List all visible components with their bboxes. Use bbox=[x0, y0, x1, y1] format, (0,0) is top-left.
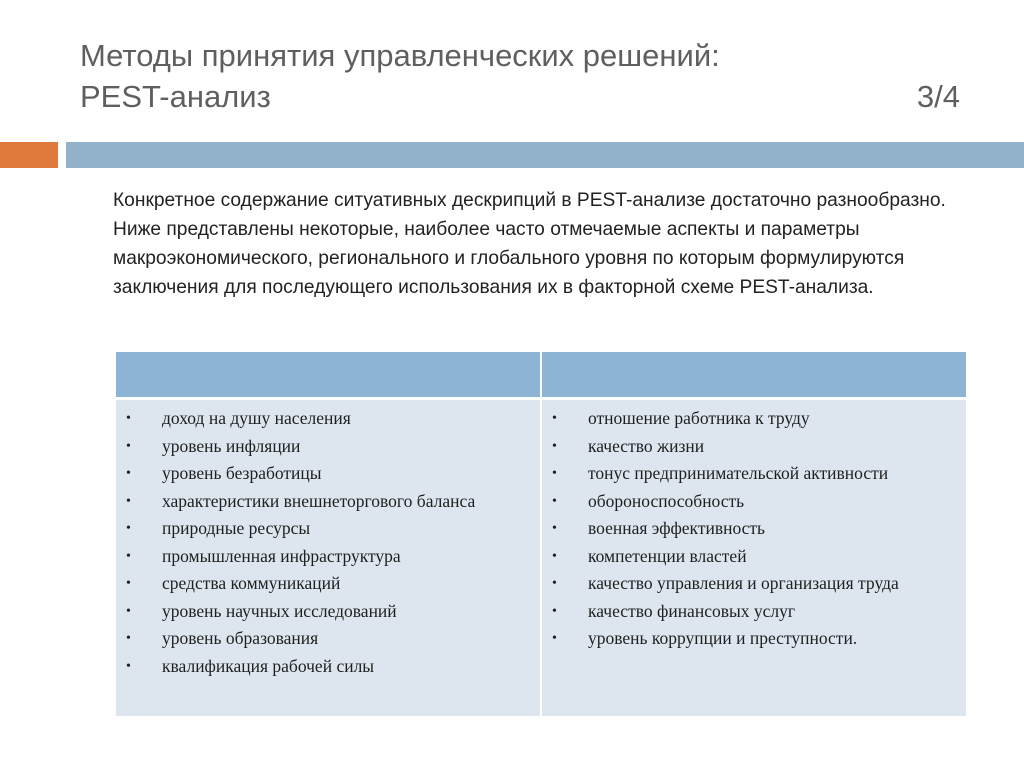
bullet-icon: • bbox=[552, 603, 557, 619]
table-header-cell-right bbox=[542, 352, 966, 397]
list-item-text: отношение работника к труду bbox=[588, 408, 810, 428]
list-item-text: качество жизни bbox=[588, 435, 705, 456]
list-item bbox=[546, 625, 958, 653]
list-item-text: обороноспособность bbox=[588, 490, 745, 511]
title-line-1: Методы принятия управленческих решений: bbox=[80, 38, 720, 73]
right-factor-list bbox=[542, 405, 966, 653]
list-item bbox=[120, 405, 532, 433]
list-item bbox=[546, 598, 958, 626]
accent-bar-blue bbox=[66, 142, 1024, 168]
list-item bbox=[546, 433, 958, 461]
list-item-text: качество управления и организация труда bbox=[588, 573, 899, 593]
list-item bbox=[546, 543, 958, 571]
list-item-text: тонус предпринимательской активности bbox=[588, 463, 889, 483]
list-item-text: уровень научных исследований bbox=[162, 600, 397, 621]
bullet-icon: • bbox=[126, 466, 131, 481]
accent-bar-orange bbox=[0, 142, 58, 168]
bullet-icon: • bbox=[552, 466, 557, 481]
list-item bbox=[120, 625, 532, 653]
list-item-text: доход на душу населения bbox=[162, 408, 351, 428]
table-header-cell-left bbox=[116, 352, 542, 397]
bullet-icon: • bbox=[126, 576, 131, 591]
bullet-icon: • bbox=[126, 658, 131, 674]
title-subject: PEST-анализ bbox=[80, 79, 271, 114]
list-item bbox=[120, 653, 532, 681]
list-item-text: качество финансовых услуг bbox=[588, 600, 796, 621]
list-item-text: природные ресурсы bbox=[162, 518, 311, 538]
list-item bbox=[546, 488, 958, 516]
bullet-icon: • bbox=[552, 521, 557, 536]
bullet-icon: • bbox=[126, 493, 131, 509]
bullet-icon: • bbox=[552, 631, 557, 646]
list-item bbox=[120, 570, 532, 598]
list-item bbox=[120, 488, 532, 516]
table-cell-right bbox=[542, 397, 966, 716]
list-item-text: характеристики внешнеторгового баланса bbox=[162, 490, 476, 511]
list-item-text: уровень коррупции и преступности. bbox=[588, 628, 858, 648]
bullet-icon: • bbox=[552, 493, 557, 509]
list-item bbox=[546, 570, 958, 598]
bullet-icon: • bbox=[126, 411, 131, 426]
title-line-2 bbox=[80, 76, 960, 117]
slide-number: 3/4 bbox=[916, 79, 960, 114]
slide-title bbox=[80, 35, 960, 117]
pest-factors-table bbox=[116, 352, 966, 716]
bullet-icon: • bbox=[552, 548, 557, 564]
list-item-text: средства коммуникаций bbox=[162, 573, 341, 593]
list-item bbox=[120, 543, 532, 571]
bullet-icon: • bbox=[552, 576, 557, 591]
list-item bbox=[546, 405, 958, 433]
list-item bbox=[546, 460, 958, 488]
list-item-text: уровень образования bbox=[162, 628, 319, 648]
bullet-icon: • bbox=[126, 631, 131, 646]
table-cell-left bbox=[116, 397, 542, 716]
bullet-icon: • bbox=[552, 438, 557, 454]
list-item bbox=[120, 515, 532, 543]
table-body-row bbox=[116, 397, 966, 716]
left-factor-list bbox=[116, 405, 540, 680]
list-item-text: квалификация рабочей силы bbox=[162, 655, 375, 676]
list-item-text: уровень безработицы bbox=[162, 463, 322, 483]
list-item bbox=[120, 460, 532, 488]
bullet-icon: • bbox=[126, 521, 131, 536]
bullet-icon: • bbox=[126, 548, 131, 564]
list-item bbox=[546, 515, 958, 543]
list-item-text: уровень инфляции bbox=[162, 435, 301, 456]
list-item-text: компетенции властей bbox=[588, 545, 747, 566]
bullet-icon: • bbox=[126, 438, 131, 454]
list-item-text: промышленная инфраструктура bbox=[162, 545, 401, 566]
table-header-row bbox=[116, 352, 966, 397]
bullet-icon: • bbox=[126, 603, 131, 619]
intro-paragraph: Конкретное содержание ситуативных дескрипций в PEST-анализе достаточно разнообразно. Ниже представлены некоторые, наиболее часто отмечаемые аспекты и параметры макроэкономического, регионального и глобального уровня по которым формулируются заключения для последующего использования их в факторной схеме PEST-анализа. bbox=[113, 190, 946, 298]
list-item-text: военная эффективность bbox=[588, 518, 766, 538]
list-item bbox=[120, 433, 532, 461]
bullet-icon: • bbox=[552, 411, 557, 426]
list-item bbox=[120, 598, 532, 626]
